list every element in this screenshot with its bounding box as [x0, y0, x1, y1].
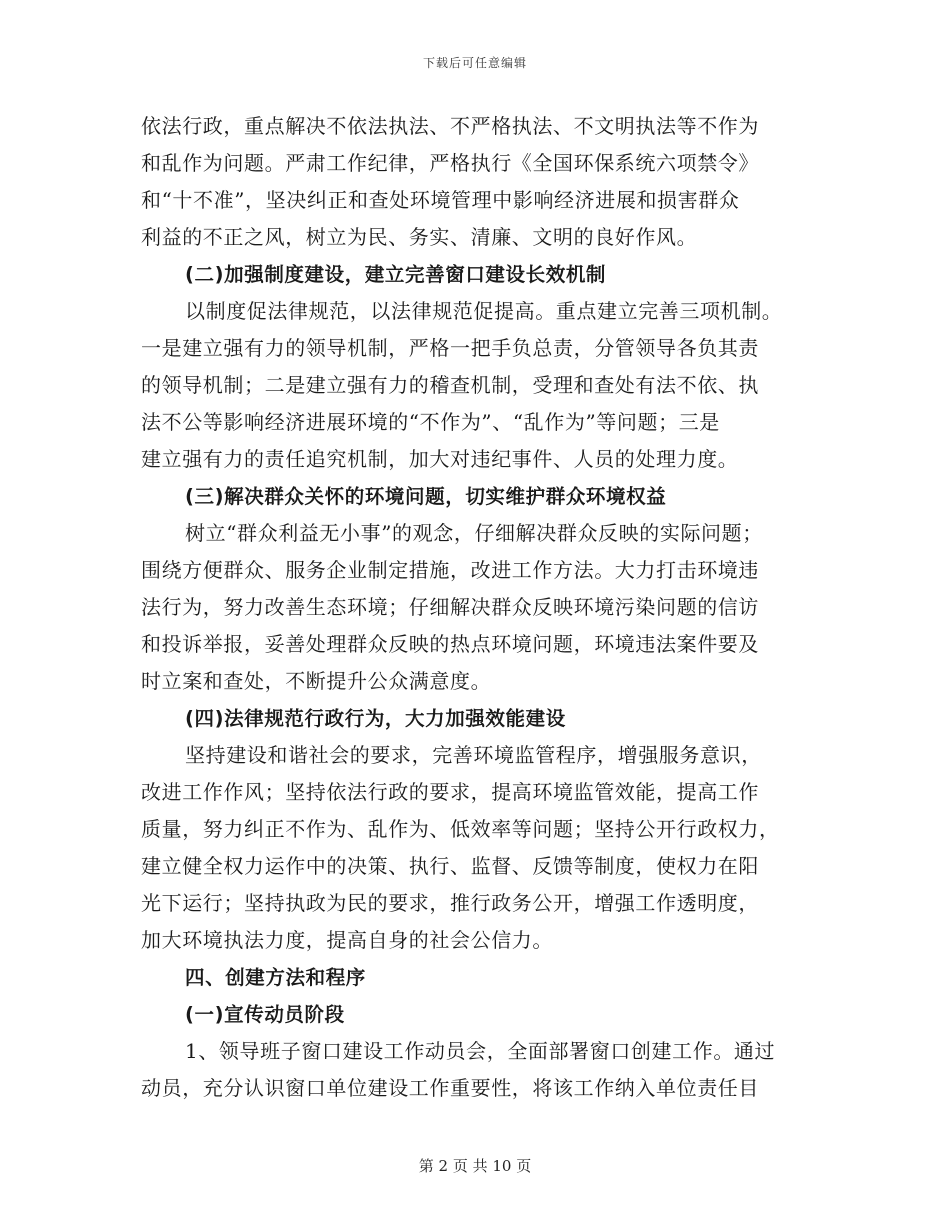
paragraph-line: 利益的不正之风，树立为民、务实、清廉、文明的良好作风。: [141, 225, 698, 249]
paragraph-line: 和“十不准”，坚决纠正和查处环境管理中影响经济进展和损害群众: [141, 188, 740, 212]
paragraph-line: 质量，努力纠正不作为、乱作为、低效率等问题；坚持公开行政权力，: [141, 817, 780, 841]
paragraph-line: 建立健全权力运作中的决策、执行、监督、反馈等制度，使权力在阳: [141, 854, 759, 878]
paragraph-line: 光下运行；坚持执政为民的要求，推行政务公开，增强工作透明度，: [141, 891, 759, 915]
section-heading: 四、创建方法和程序: [185, 966, 366, 989]
page-footer: 第 2 页 共 10 页: [418, 1157, 532, 1175]
paragraph-line: 的领导机制；二是建立强有力的稽查机制，受理和查处有法不依、执: [141, 373, 759, 397]
paragraph-first-line: 树立“群众利益无小事”的观念，仔细解决群众反映的实际问题；: [185, 521, 763, 545]
section-heading: (三)解决群众关怀的环境问题，切实维护群众环境权益: [185, 485, 667, 508]
paragraph-line: 改进工作作风；坚持依法行政的要求，提高环境监管效能，提高工作: [141, 780, 759, 804]
paragraph-line: 加大环境执法力度，提高自身的社会公信力。: [141, 928, 553, 952]
section-heading: (二)加强制度建设，建立完善窗口建设长效机制: [185, 263, 607, 286]
document-body: [141, 108, 809, 1107]
paragraph-first-line: 以制度促法律规范，以法律规范促提高。重点建立完善三项机制。: [185, 299, 783, 323]
section-heading: (一)宣传动员阶段: [185, 1003, 345, 1026]
paragraph-line: 时立案和查处，不断提升公众满意度。: [141, 669, 492, 693]
paragraph-line: 和投诉举报，妥善处理群众反映的热点环境问题，环境违法案件要及: [141, 632, 759, 656]
page-header: 下载后可任意编辑: [422, 56, 527, 70]
paragraph-line: 动员，充分认识窗口单位建设工作重要性，将该工作纳入单位责任目: [141, 1076, 759, 1100]
paragraph-line: 围绕方便群众、服务企业制定措施，改进工作方法。大力打击环境违: [141, 558, 759, 582]
paragraph-line: 和乱作为问题。严肃工作纪律，严格执行《全国环保系统六项禁令》: [141, 151, 759, 175]
paragraph-line: 建立强有力的责任追究机制，加大对违纪事件、人员的处理力度。: [141, 447, 739, 471]
paragraph-line: 一是建立强有力的领导机制，严格一把手负总责，分管领导各负其责: [141, 336, 759, 360]
paragraph-first-line: 1、领导班子窗口建设工作动员会，全面部署窗口创建工作。通过: [185, 1039, 776, 1063]
paragraph-first-line: 坚持建设和谐社会的要求，完善环境监管程序，增强服务意识，: [185, 743, 762, 767]
paragraph-line: 法行为，努力改善生态环境；仔细解决群众反映环境污染问题的信访: [141, 595, 759, 619]
paragraph-line: 依法行政，重点解决不依法执法、不严格执法、不文明执法等不作为: [141, 114, 759, 138]
paragraph-line: 法不公等影响经济进展环境的“不作为”、“乱作为”等问题；三是: [141, 410, 720, 434]
section-heading: (四)法律规范行政行为，大力加强效能建设: [185, 707, 566, 730]
